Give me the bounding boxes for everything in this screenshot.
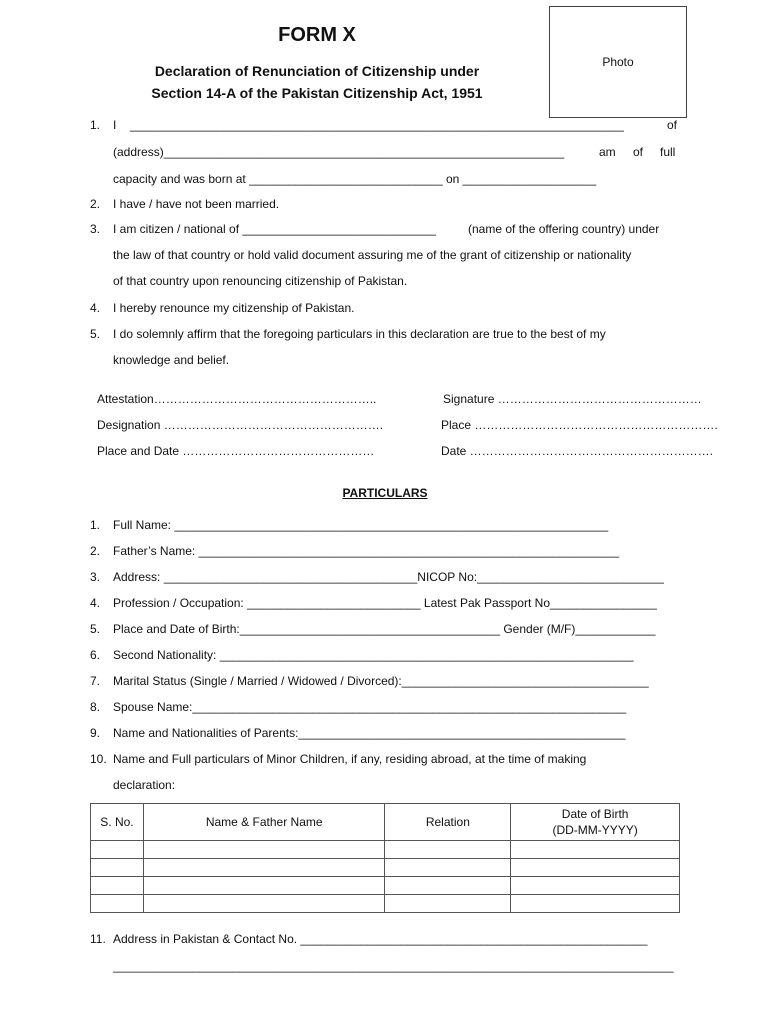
- particulars-heading: PARTICULARS: [342, 486, 428, 500]
- col-dob-line-1: Date of Birth: [561, 807, 629, 821]
- col-sno: S. No.: [91, 804, 144, 841]
- item-1-of-2: of: [633, 145, 644, 159]
- item-5-line-2: knowledge and belief.: [113, 353, 230, 367]
- second-nationality-field: Second Nationality: ______________________________________________________________: [113, 648, 634, 662]
- table-cell[interactable]: [143, 877, 385, 895]
- place-date-line: Place and Date …………………………………………: [97, 444, 375, 458]
- address-nicop-field: Address: ______________________________________NICOP No:____________________________: [113, 570, 664, 584]
- table-cell[interactable]: [143, 895, 385, 913]
- particular-5-number: 5.: [90, 622, 101, 636]
- table-cell[interactable]: [385, 841, 511, 859]
- minor-children-text-cont: declaration:: [113, 778, 176, 792]
- signature-line: Signature ……………………………………………: [443, 392, 702, 406]
- item-3-line-2: the law of that country or hold valid document assuring me of the grant of citizenship or nationality: [113, 248, 632, 262]
- particular-3-number: 3.: [90, 570, 101, 584]
- particular-11-number: 11.: [90, 932, 106, 946]
- form-subtitle: [0, 60, 634, 104]
- item-1-number: 1.: [90, 118, 101, 132]
- item-3-line-1b: (name of the offering country) under: [468, 222, 660, 236]
- col-name-father: Name & Father Name: [143, 804, 385, 841]
- parents-field: Name and Nationalities of Parents:_________________________________________________: [113, 726, 626, 740]
- table-cell[interactable]: [91, 841, 144, 859]
- subtitle-line-1: Declaration of Renunciation of Citizenship under: [154, 63, 480, 79]
- table-cell[interactable]: [511, 859, 680, 877]
- birth-line: capacity and was born at _____________________________ on ____________________: [113, 172, 597, 186]
- col-dob-line-2: (DD-MM-YYYY): [552, 823, 638, 837]
- birth-gender-field: Place and Date of Birth:_______________________________________ Gender (M/F)____________: [113, 622, 656, 636]
- item-1-of: of: [667, 118, 678, 132]
- particular-8-number: 8.: [90, 700, 101, 714]
- place-line: Place …………………………………………………….: [441, 418, 718, 432]
- attestation-line: Attestation………………………………………………..: [97, 392, 377, 406]
- name-line: __________________________________________________________________________: [130, 118, 624, 132]
- table-cell[interactable]: [385, 895, 511, 913]
- table-cell[interactable]: [511, 841, 680, 859]
- item-3-line-1a: I am citizen / national of _____________________________: [113, 222, 436, 236]
- particular-1-number: 1.: [90, 518, 101, 532]
- minor-children-table: [90, 803, 680, 913]
- item-5-line-1: I do solemnly affirm that the foregoing particulars in this declaration are true to the best of my: [113, 327, 606, 341]
- address-pakistan-line-2: ____________________________________________________________________________________: [113, 959, 674, 973]
- photo-box: [549, 6, 687, 118]
- table-cell[interactable]: [91, 895, 144, 913]
- spouse-name-field: Spouse Name:_________________________________________________________________: [113, 700, 627, 714]
- date-line: Date …………………………………………………….: [441, 444, 714, 458]
- particular-4-number: 4.: [90, 596, 101, 610]
- table-row: [91, 877, 680, 895]
- item-2-text: I have / have not been married.: [113, 197, 280, 211]
- item-3-number: 3.: [90, 222, 101, 236]
- item-3-line-3: of that country upon renouncing citizenship of Pakistan.: [113, 274, 408, 288]
- item-4-number: 4.: [90, 301, 101, 315]
- table-cell[interactable]: [511, 877, 680, 895]
- item-1-i: I: [113, 118, 117, 132]
- father-name-field: Father’s Name: _______________________________________________________________: [113, 544, 620, 558]
- address-line: ____________________________________________________________(address): [113, 145, 565, 159]
- table-cell[interactable]: [91, 859, 144, 877]
- form-title: FORM X: [278, 24, 356, 46]
- item-1-full: full: [660, 145, 676, 159]
- col-relation: Relation: [385, 804, 511, 841]
- photo-label: Photo: [602, 55, 634, 69]
- table-row: [91, 841, 680, 859]
- table-cell[interactable]: [143, 841, 385, 859]
- table-header-row: [91, 804, 680, 841]
- particular-6-number: 6.: [90, 648, 101, 662]
- designation-line: Designation ……………………………………………….: [97, 418, 384, 432]
- table-cell[interactable]: [91, 877, 144, 895]
- item-5-number: 5.: [90, 327, 101, 341]
- full-name-field: Full Name: _________________________________________________________________: [113, 518, 609, 532]
- particular-7-number: 7.: [90, 674, 101, 688]
- particular-2-number: 2.: [90, 544, 101, 558]
- table-cell[interactable]: [385, 859, 511, 877]
- marital-status-field: Marital Status (Single / Married / Widowed / Divorced):_____________________________________: [113, 674, 649, 688]
- minor-children-text: Name and Full particulars of Minor Children, if any, residing abroad, at the time of making: [113, 752, 587, 766]
- item-2-number: 2.: [90, 197, 101, 211]
- particular-10-number: 10.: [90, 752, 107, 766]
- item-4-text: I hereby renounce my citizenship of Pakistan.: [113, 301, 355, 315]
- table-cell[interactable]: [385, 877, 511, 895]
- particular-9-number: 9.: [90, 726, 101, 740]
- table-cell[interactable]: [511, 895, 680, 913]
- col-dob: [511, 804, 680, 841]
- subtitle-line-2: Section 14-A of the Pakistan Citizenship Act, 1951: [151, 85, 483, 101]
- table-cell[interactable]: [143, 859, 385, 877]
- item-1-am: am: [599, 145, 616, 159]
- table-row: [91, 859, 680, 877]
- profession-passport-field: Profession / Occupation: __________________________ Latest Pak Passport No________________: [113, 596, 657, 610]
- address-pakistan-field: Address in Pakistan & Contact No. ____________________________________________________: [113, 932, 648, 946]
- table-row: [91, 895, 680, 913]
